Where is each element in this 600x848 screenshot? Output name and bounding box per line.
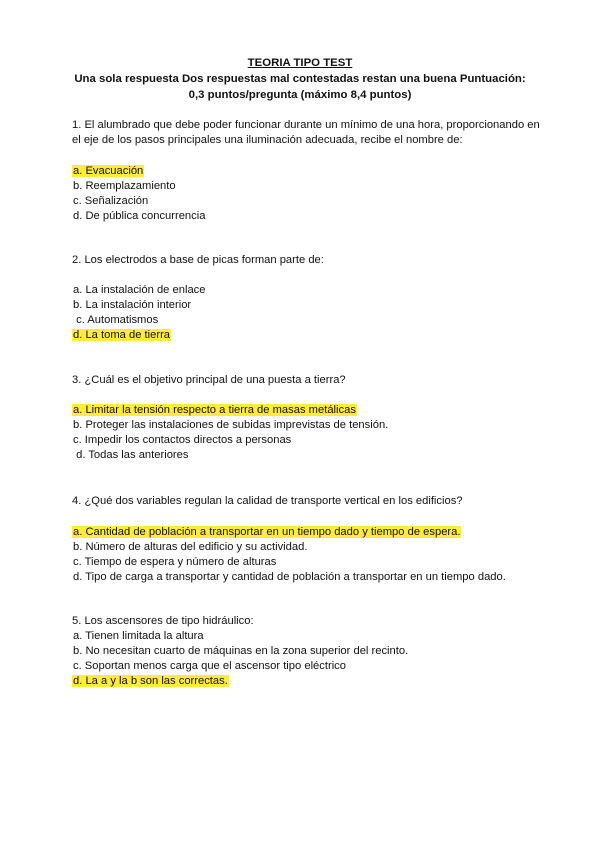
instructions-line: Una sola respuesta Dos respuestas mal contestadas restan una buena Puntuación:: [74, 73, 526, 85]
answer-option-a: [72, 629, 542, 644]
answer-text: c. Soportan menos carga que el ascensor tipo eléctrico: [73, 660, 347, 672]
question-1: [72, 118, 542, 224]
answer-options: [72, 629, 542, 689]
question-4: [72, 494, 542, 585]
answer-options: [72, 283, 542, 343]
document-header: [0, 55, 600, 103]
answer-text: a. La instalación de enlace: [73, 284, 206, 296]
answer-option-c: [72, 194, 542, 209]
answer-text: b. Proteger las instalaciones de subidas imprevistas de tensión.: [73, 419, 389, 431]
answer-option-c: [72, 659, 542, 674]
answer-text: a. Evacuación: [73, 165, 144, 177]
answer-options: [72, 164, 542, 224]
answer-text: d. Todas las anteriores: [73, 449, 189, 461]
answer-text: c. Tiempo de espera y número de alturas: [73, 556, 277, 568]
answer-text: b. La instalación interior: [73, 299, 192, 311]
answer-option-b: [72, 298, 542, 313]
document-title: TEORIA TIPO TEST: [247, 57, 353, 69]
answer-text: d. Tipo de carga a transportar y cantidad de población a transportar en un tiempo dado.: [73, 571, 506, 583]
answer-option-b: [72, 179, 542, 194]
answer-option-b: [72, 540, 542, 555]
answer-text: c. Señalización: [73, 195, 149, 207]
answer-text: a. Tienen limitada la altura: [73, 630, 204, 642]
answer-option-c: [72, 433, 542, 448]
answer-text: d. La toma de tierra: [73, 329, 171, 341]
answer-option-b: [72, 418, 542, 433]
question-stem: 4. ¿Qué dos variables regulan la calidad de transporte vertical en los edificios?: [72, 495, 463, 507]
answer-text: a. Cantidad de población a transportar en un tiempo dado y tiempo de espera.: [73, 526, 461, 538]
question-stem: 1. El alumbrado que debe poder funcionar durante un mínimo de una hora, proporcionando en el eje de los pasos principales una iluminación adecuada, recibe el nombre de:: [72, 119, 540, 146]
question-stem: 2. Los electrodos a base de picas forman parte de:: [72, 254, 324, 266]
answer-options: [72, 525, 542, 585]
answer-option-d: [72, 448, 542, 463]
answer-text: b. No necesitan cuarto de máquinas en la zona superior del recinto.: [73, 645, 409, 657]
answer-text: b. Reemplazamiento: [73, 180, 176, 192]
answer-option-a: [72, 403, 542, 418]
answer-option-c: [72, 313, 542, 328]
answer-option-d: [72, 328, 542, 343]
answer-text: c. Impedir los contactos directos a personas: [73, 434, 292, 446]
answer-option-a: [72, 164, 542, 179]
answer-option-c: [72, 555, 542, 570]
answer-text: b. Número de alturas del edificio y su actividad.: [73, 541, 308, 553]
question-stem: 3. ¿Cuál es el objetivo principal de una puesta a tierra?: [72, 374, 346, 386]
answer-option-a: [72, 525, 542, 540]
question-2: [72, 253, 542, 343]
answer-option-d: [72, 674, 542, 689]
answer-text: a. Limitar la tensión respecto a tierra de masas metálicas: [73, 404, 356, 416]
answer-option-b: [72, 644, 542, 659]
scoring-line: 0,3 puntos/pregunta (máximo 8,4 puntos): [188, 89, 412, 101]
answer-text: d. La a y la b son las correctas.: [73, 675, 228, 687]
answer-options: [72, 403, 542, 463]
question-5: [72, 614, 542, 689]
answer-option-d: [72, 209, 542, 224]
answer-text: d. De pública concurrencia: [73, 210, 206, 222]
question-stem: 5. Los ascensores de tipo hidráulico:: [72, 615, 254, 627]
question-3: [72, 373, 542, 463]
answer-option-d: [72, 570, 542, 585]
answer-option-a: [72, 283, 542, 298]
answer-text: c. Automatismos: [73, 314, 159, 326]
